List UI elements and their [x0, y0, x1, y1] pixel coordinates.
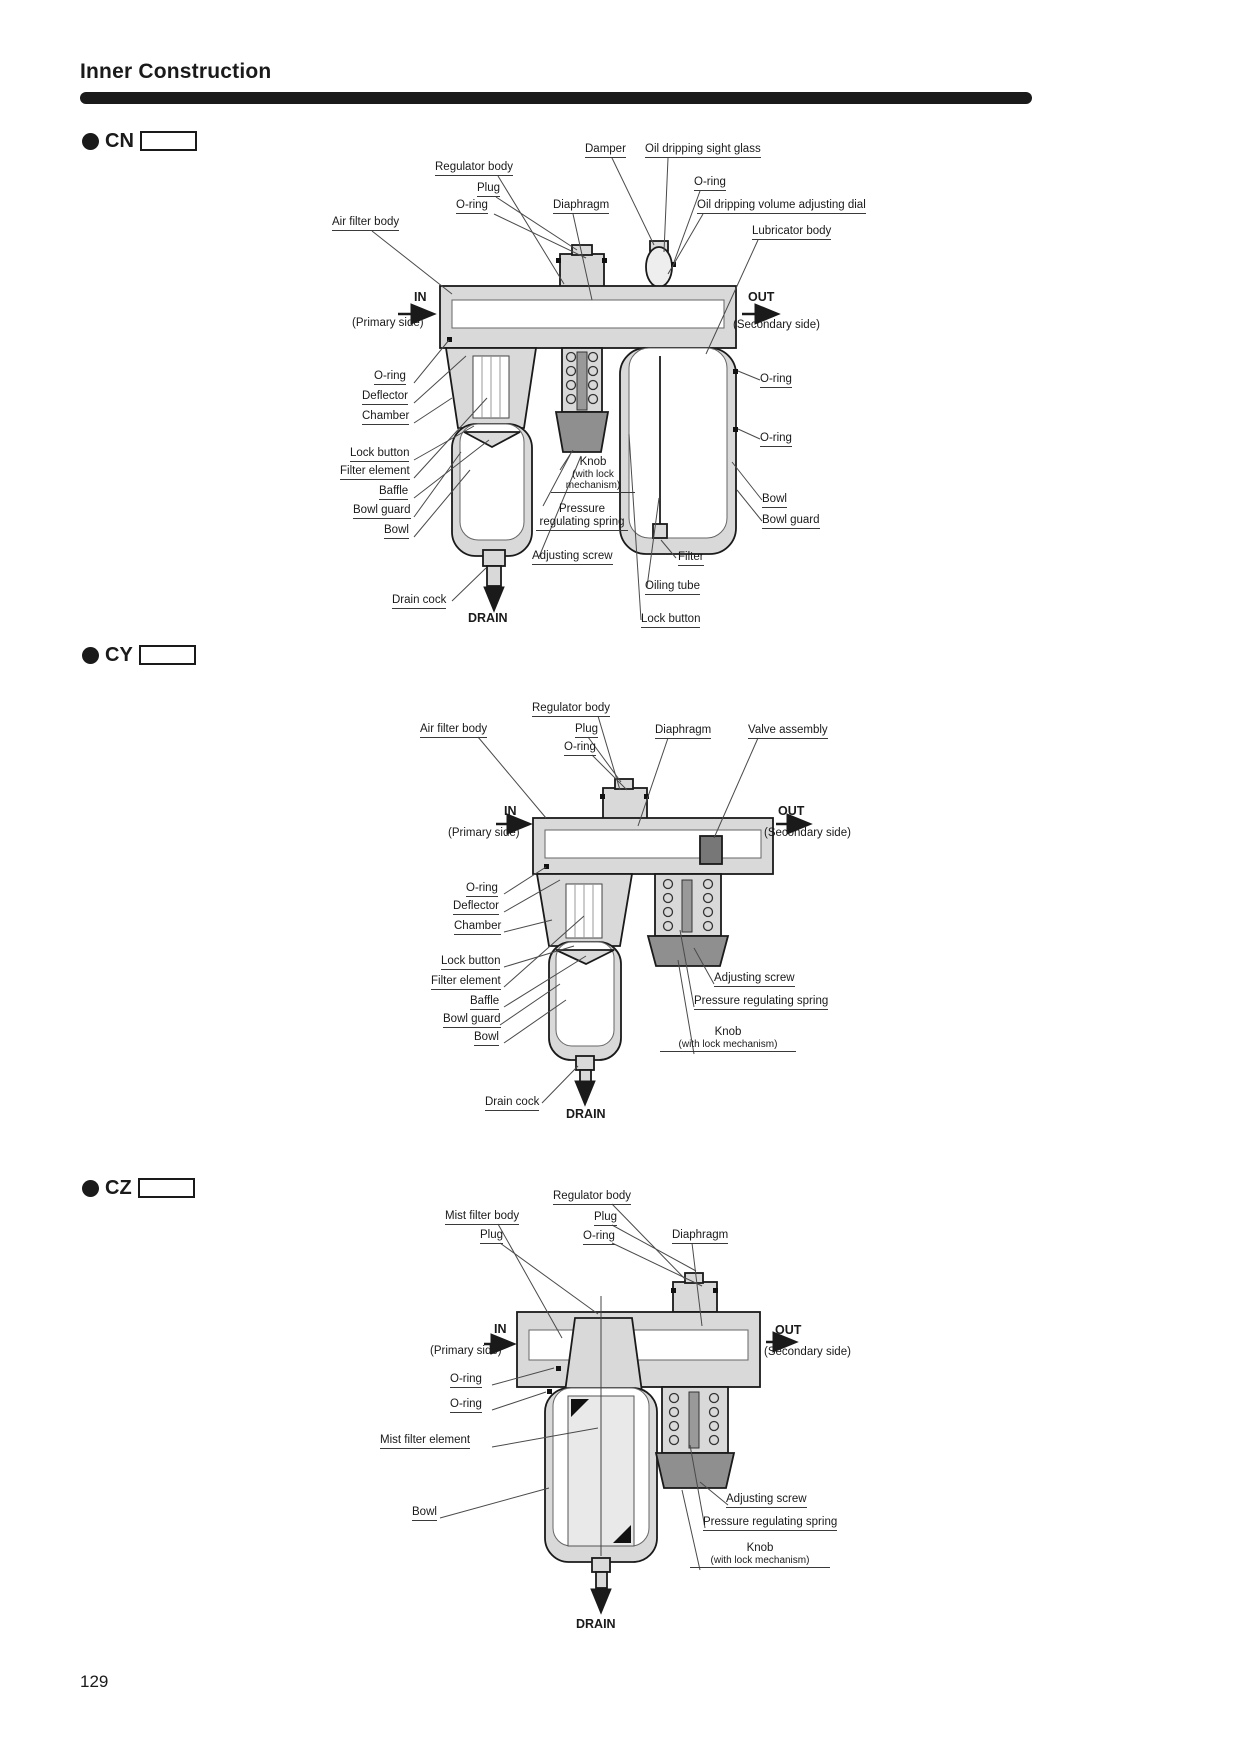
cn-label-knob-line1: Knob: [579, 456, 607, 468]
cn-label-lubricator-body: Lubricator body: [752, 225, 831, 240]
cn-label-bowl-left: Bowl: [384, 524, 409, 539]
section-code-cz: CZ: [105, 1177, 132, 1199]
cn-label-damper: Damper: [585, 143, 626, 158]
cz-label-o-ring-2: O-ring: [450, 1398, 482, 1413]
cn-label-oiling-tube: Oiling tube: [645, 580, 700, 595]
cz-label-regulator-body: Regulator body: [553, 1190, 631, 1205]
cn-label-filter: Filter: [678, 551, 704, 566]
cn-label-air-filter-body: Air filter body: [332, 216, 399, 231]
cn-label-lock-button-right: Lock button: [641, 613, 700, 628]
page-number: 129: [80, 1672, 109, 1691]
cn-label-secondary-side: (Secondary side): [733, 319, 820, 331]
cy-label-knob-line1: Knob: [714, 1026, 742, 1038]
cz-label-primary-side: (Primary side): [430, 1345, 502, 1357]
cy-label-out: OUT: [778, 804, 805, 818]
cy-label-drain-cock: Drain cock: [485, 1096, 539, 1111]
cn-label-bowl-guard-left: Bowl guard: [353, 504, 411, 519]
cy-label-pressure-regulating-spring: Pressure regulating spring: [694, 995, 828, 1010]
cy-diagram: [496, 779, 808, 1102]
cn-label-out: OUT: [748, 290, 775, 304]
cn-label-regulator-body: Regulator body: [435, 161, 513, 176]
cz-label-o-ring-1: O-ring: [450, 1373, 482, 1388]
cn-label-knob-line2: (with lock: [572, 469, 614, 480]
cz-label-knob-line2: (with lock mechanism): [710, 1555, 810, 1566]
cn-label-baffle: Baffle: [379, 485, 408, 500]
cy-label-drain: DRAIN: [566, 1107, 606, 1121]
cn-label-drain-cock: Drain cock: [392, 594, 446, 609]
cy-label-bowl-guard: Bowl guard: [443, 1013, 501, 1028]
cn-label-o-ring-r2: O-ring: [760, 432, 792, 447]
cz-label-pressure-regulating-spring: Pressure regulating spring: [703, 1516, 837, 1531]
cz-label-diaphragm: Diaphragm: [672, 1229, 728, 1244]
cn-label-o-ring-top: O-ring: [456, 199, 488, 214]
cn-label-oil-dripping-volume-adjusting-dial: Oil dripping volume adjusting dial: [697, 199, 866, 214]
cn-label-primary-side: (Primary side): [352, 317, 424, 329]
cn-label-pressure-regulating-spring: [536, 503, 628, 531]
cy-label-chamber: Chamber: [454, 920, 501, 935]
cy-label-primary-side: (Primary side): [448, 827, 520, 839]
cz-label-knob-line1: Knob: [746, 1542, 774, 1554]
cy-label-secondary-side: (Secondary side): [764, 827, 851, 839]
section-code-cn: CN: [105, 130, 134, 152]
cy-label-air-filter-body: Air filter body: [420, 723, 487, 738]
page-title: Inner Construction: [80, 60, 272, 83]
cy-label-knob: [660, 1026, 796, 1052]
cy-label-valve-assembly: Valve assembly: [748, 724, 828, 739]
cn-label-deflector: Deflector: [362, 390, 408, 405]
cn-label-knob: [551, 456, 635, 493]
cy-label-diaphragm: Diaphragm: [655, 724, 711, 739]
cn-label-o-ring-right-top: O-ring: [694, 176, 726, 191]
cn-label-bowl-right: Bowl: [762, 493, 787, 508]
cy-label-bowl: Bowl: [474, 1031, 499, 1046]
cn-label-chamber: Chamber: [362, 410, 409, 425]
cn-label-bowl-guard-right: Bowl guard: [762, 514, 820, 529]
cz-label-mist-filter-element: Mist filter element: [380, 1434, 470, 1449]
cy-label-in: IN: [504, 804, 517, 818]
cy-label-lock-button: Lock button: [441, 955, 500, 970]
cz-label-in: IN: [494, 1322, 507, 1336]
cn-label-plug: Plug: [477, 182, 500, 197]
cn-label-drain: DRAIN: [468, 611, 508, 625]
cz-label-drain: DRAIN: [576, 1617, 616, 1631]
cz-label-plug-left: Plug: [480, 1229, 503, 1244]
cn-label-adjusting-screw: Adjusting screw: [532, 550, 613, 565]
cz-label-knob: [690, 1542, 830, 1568]
cn-label-pressure-line2: regulating spring: [539, 516, 625, 528]
section-code-cy: CY: [105, 644, 133, 666]
cz-label-bowl: Bowl: [412, 1506, 437, 1521]
cn-label-knob-line3: mechanism): [565, 480, 621, 491]
cn-label-oil-dripping-sight-glass: Oil dripping sight glass: [645, 143, 761, 158]
cn-label-diaphragm: Diaphragm: [553, 199, 609, 214]
cy-label-deflector: Deflector: [453, 900, 499, 915]
cn-label-in: IN: [414, 290, 427, 304]
cn-label-o-ring-r1: O-ring: [760, 373, 792, 388]
cn-label-pressure-line1: Pressure: [558, 503, 606, 515]
cz-label-mist-filter-body: Mist filter body: [445, 1210, 519, 1225]
cz-label-o-ring-top: O-ring: [583, 1230, 615, 1245]
cy-label-knob-line2: (with lock mechanism): [678, 1039, 778, 1050]
cn-label-filter-element: Filter element: [340, 465, 410, 480]
cn-label-lock-button-left: Lock button: [350, 447, 409, 462]
cz-label-plug-center: Plug: [594, 1211, 617, 1226]
cy-label-o-ring-left: O-ring: [466, 882, 498, 897]
cy-label-o-ring-top: O-ring: [564, 741, 596, 756]
cz-label-secondary-side: (Secondary side): [764, 1346, 851, 1358]
cn-label-o-ring-left: O-ring: [374, 370, 406, 385]
cz-label-adjusting-screw: Adjusting screw: [726, 1493, 807, 1508]
cy-label-baffle: Baffle: [470, 995, 499, 1010]
cy-label-regulator-body: Regulator body: [532, 702, 610, 717]
cz-label-out: OUT: [775, 1323, 802, 1337]
cy-label-filter-element: Filter element: [431, 975, 501, 990]
cy-label-plug: Plug: [575, 723, 598, 738]
cy-label-adjusting-screw: Adjusting screw: [714, 972, 795, 987]
